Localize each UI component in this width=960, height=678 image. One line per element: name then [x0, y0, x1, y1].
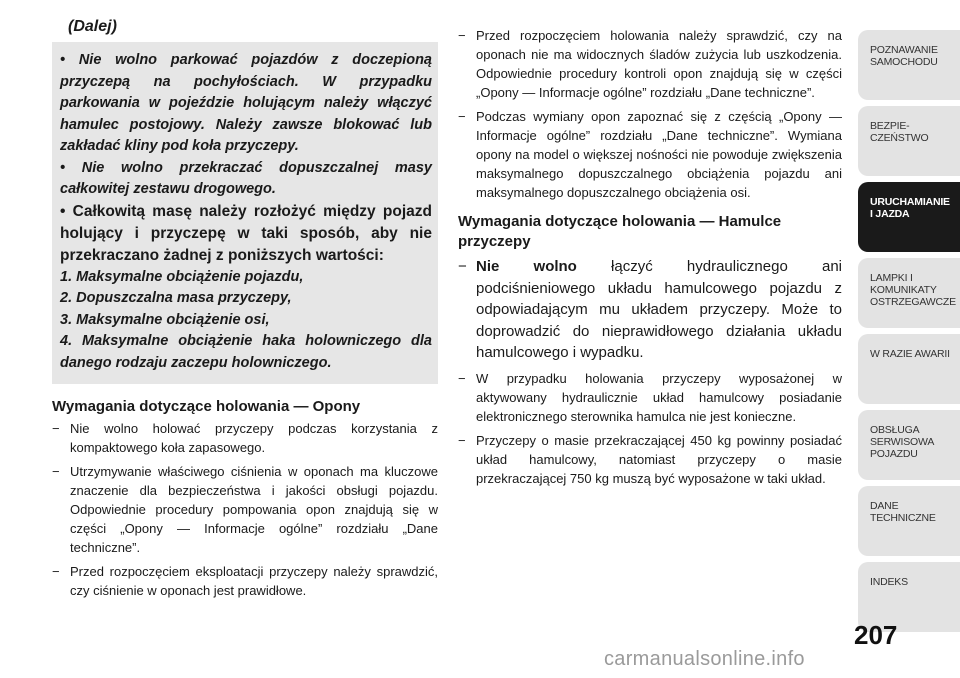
list-item-text: Utrzymywanie właściwego ciśnienia w oponach ma kluczowe znaczenie dla bezpieczeństwa i jakości obsługi pojazdu. Odpowiednie procedury pompowania opon znajdują się w części „Opony — Informacje ogólne” rozdziału „Dane techniczne”.	[70, 464, 438, 555]
list-item-bold: Nie wolno	[476, 258, 577, 275]
warning-list-item-1: 1. Maksymalne obciążenie pojazdu,	[60, 268, 304, 285]
list-item-text: Przyczepy o masie przekraczającej 450 kg powinny posiadać układ hamulcowy, natomiast przyczepy o masie przekraczającej 750 kg muszą być wyposażone w taki układ.	[476, 432, 842, 486]
warning-box	[52, 42, 438, 384]
left-column	[52, 18, 438, 605]
tab-w-razie-awarii[interactable]: W RAZIE AWARII	[858, 334, 960, 404]
warning-paragraph-3: • Całkowitą masę należy rozłożyć między pojazd holujący i przyczepę w taki sposób, aby nie przekraczano żadnej z poniższych wartości:	[60, 202, 432, 264]
tab-obsluga-serwisowa[interactable]: OBSŁUGA SERWISOWA POJAZDU	[858, 410, 960, 480]
watermark-text: carmanualsonline.info	[604, 648, 805, 670]
tab-uruchamianie-i-jazda[interactable]: URUCHAMIANIE I JAZDA	[858, 182, 960, 252]
list-item	[52, 562, 438, 600]
brakes-list	[458, 256, 842, 488]
list-item-text: Przed rozpoczęciem holowania należy sprawdzić, czy na oponach nie ma widocznych śladów zużycia lub uszkodzenia. Odpowiednie procedury kontroli opon znajdują się w części „Opony — Informacje ogólne” rozdziału „Dane techniczne”.	[476, 28, 842, 100]
tab-lampki-i-komunikaty[interactable]: LAMPKI I KOMUNIKATY OSTRZEGAWCZE	[858, 258, 960, 328]
list-item	[52, 462, 438, 557]
list-item	[458, 431, 842, 488]
tab-indeks[interactable]: INDEKS	[858, 562, 960, 632]
tires-list-continued	[458, 26, 842, 202]
section-title-brakes: Wymagania dotyczące holowania — Hamulce przyczepy	[458, 213, 782, 250]
list-item-text: Nie wolno holować przyczepy podczas korzystania z kompaktowego koła zapasowego.	[70, 421, 438, 455]
tires-list	[52, 419, 438, 600]
list-item	[458, 107, 842, 202]
warning-paragraph-2: • Nie wolno przekraczać dopuszczalnej masy całkowitej zestawu drogowego.	[60, 159, 432, 197]
list-item-text: Przed rozpoczęciem eksploatacji przyczepy należy sprawdzić, czy ciśnienie w oponach jest prawidłowe.	[70, 564, 438, 598]
warning-list-item-4: 4. Maksymalne obciążenie haka holowniczego dla danego rodzaju zaczepu holowniczego.	[60, 333, 432, 371]
section-title-tires: Wymagania dotyczące holowania — Opony	[52, 398, 361, 415]
tab-bezpieczenstwo[interactable]: BEZPIE- CZEŃSTWO	[858, 106, 960, 176]
list-item	[458, 256, 842, 364]
chapter-tabs	[858, 30, 960, 638]
right-column	[458, 26, 842, 493]
tab-dane-techniczne[interactable]: DANE TECHNICZNE	[858, 486, 960, 556]
dash-bullet: −	[52, 564, 60, 579]
dash-bullet: −	[458, 432, 466, 448]
tab-poznawanie-samochodu[interactable]: POZNAWANIE SAMOCHODU	[858, 30, 960, 100]
warning-list-item-2: 2. Dopuszczalna masa przyczepy,	[60, 290, 292, 306]
list-item-text: W przypadku holowania przyczepy wyposażonej w aktywowany hydraulicznie układ hamulcowy posiadanie elektronicznego sterownika hamulca nie jest konieczne.	[476, 370, 842, 424]
list-item-text: łączyć hydraulicznego ani podciśnieniowego układu hamulcowego pojazdu z odpowiadającym mu układem przyczepy. Może to doprowadzić do nieprawidłowego działania układu hamulcowego i wypadku.	[476, 258, 842, 361]
dash-bullet: −	[458, 28, 466, 43]
warning-paragraph-1: • Nie wolno parkować pojazdów z doczepioną przyczepą na pochyłościach. W przypadku parkowania w pojeździe holującym należy włączyć hamulec postojowy. Należy zawsze blokować lub zakładać kliny pod koła przyczepy.	[60, 52, 432, 154]
dash-bullet: −	[458, 370, 466, 386]
warning-list-item-3: 3. Maksymalne obciążenie osi,	[60, 311, 270, 328]
list-item	[458, 26, 842, 102]
list-item	[52, 419, 438, 457]
dash-bullet: −	[52, 464, 60, 479]
list-item	[458, 369, 842, 426]
dash-bullet: −	[458, 258, 467, 275]
list-item-text: Podczas wymiany opon zapoznać się z częścią „Opony — Informacje ogólne” rozdziału „Dane techniczne”. Wymiana opony na model o większej nośności nie powoduje zwiększenia maksymalnego dopuszczalnego obciążenia pojazdu ani maksymalnego dopuszczalnego obciążenia osi.	[476, 109, 842, 200]
continued-label: (Dalej)	[68, 18, 117, 35]
page-number: 207	[854, 620, 898, 650]
dash-bullet: −	[52, 421, 60, 436]
dash-bullet: −	[458, 109, 466, 124]
